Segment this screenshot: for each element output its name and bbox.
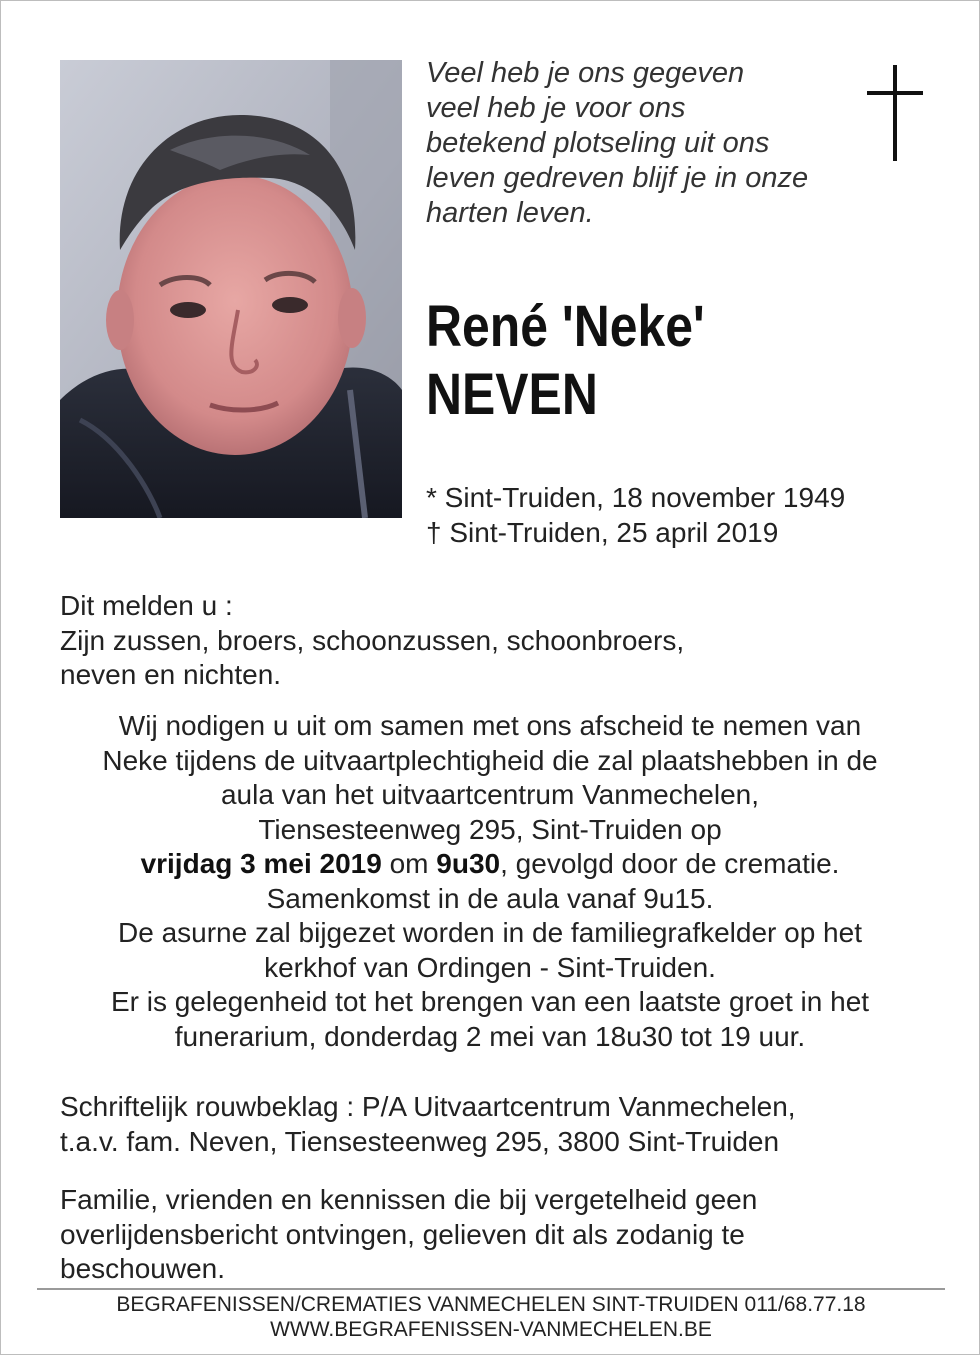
invitation-line: Neke tijdens de uitvaartplechtigheid die zal plaatshebben in de	[102, 744, 878, 776]
announcement	[60, 589, 940, 693]
invitation-line: Wij nodigen u uit om samen met ons afscheid te nemen van	[118, 710, 862, 741]
family-line: beschouwen.	[60, 1253, 226, 1284]
invitation-line: Samenkomst in de aula vanaf 9u15.	[266, 882, 714, 914]
poem-line: Veel heb je ons gegeven	[426, 57, 745, 89]
condolence-line: t.a.v. fam. Neven, Tiensesteenweg 295, 3800 Sint-Truiden	[60, 1125, 780, 1157]
footer-company-line: BEGRAFENISSEN/CREMATIES VANMECHELEN SINT-TRUIDEN 011/68.77.18	[116, 1293, 866, 1316]
family-line: Familie, vrienden en kennissen die bij vergetelheid geen	[60, 1184, 758, 1215]
announcement-line: Zijn zussen, broers, schoonzussen, schoonbroers,	[60, 624, 685, 656]
announcement-line: Dit melden u :	[60, 590, 233, 621]
ceremony-time: 9u30	[436, 848, 501, 879]
invitation-date-rest: , gevolgd door de crematie.	[500, 848, 840, 879]
invitation-line: De asurne zal bijgezet worden in de familiegrafkelder op het	[118, 917, 862, 948]
poem-line: harten leven.	[426, 197, 594, 229]
condolence-line: Schriftelijk rouwbeklag : P/A Uitvaartcentrum Vanmechelen,	[60, 1091, 796, 1122]
invitation-line: kerkhof van Ordingen - Sint-Truiden.	[264, 951, 716, 983]
name-line-first: René 'Neke'	[426, 294, 705, 359]
ceremony-date: vrijdag 3 mei 2019	[140, 848, 382, 879]
invitation-date-line	[41, 847, 939, 882]
condolence-address	[60, 1090, 940, 1159]
invitation-line: aula van het uitvaartcentrum Vanmechelen,	[220, 779, 759, 810]
birth-date: * Sint-Truiden, 18 november 1949	[426, 482, 846, 513]
latin-cross-icon	[867, 65, 923, 161]
family-notice	[60, 1183, 940, 1287]
footer-website: WWW.BEGRAFENISSEN-VANMECHELEN.BE	[270, 1318, 712, 1341]
invitation-line: Er is gelegenheid tot het brengen van een laatste groet in het	[110, 986, 870, 1017]
death-date: † Sint-Truiden, 25 april 2019	[426, 517, 779, 548]
announcement-line: neven en nichten.	[60, 659, 282, 690]
deceased-name	[426, 293, 705, 429]
invitation-line: Tiensesteenweg 295, Sint-Truiden op	[258, 813, 722, 845]
poem-line: veel heb je voor ons	[426, 92, 686, 124]
funeral-invitation	[41, 709, 939, 1054]
poem-line: leven gedreven blijf je in onze	[426, 162, 809, 194]
footer-divider	[37, 1288, 945, 1290]
funeral-home-footer	[37, 1292, 945, 1342]
poem-line: betekend plotseling uit ons	[426, 127, 770, 159]
name-line-surname: NEVEN	[426, 362, 598, 427]
poem	[426, 56, 856, 231]
life-dates	[426, 480, 845, 550]
invitation-line: funerarium, donderdag 2 mei van 18u30 tot 19 uur.	[174, 1020, 806, 1052]
portrait-photo	[60, 60, 402, 518]
family-line: overlijdensbericht ontvingen, gelieven dit als zodanig te	[60, 1218, 745, 1250]
invitation-om: om	[381, 848, 437, 879]
